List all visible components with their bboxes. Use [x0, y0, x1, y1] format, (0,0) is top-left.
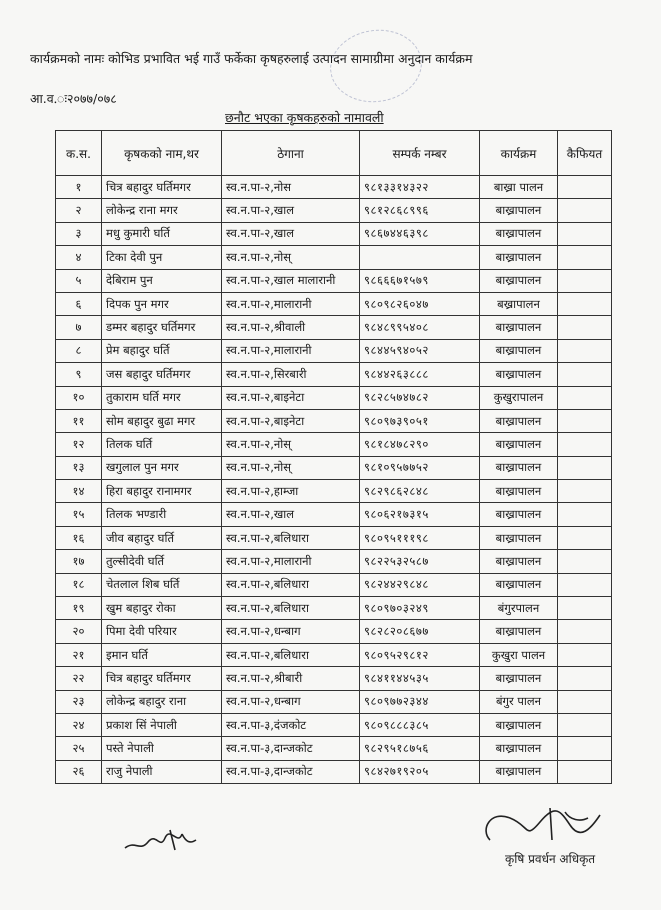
cell-name: प्रकाश सिं नेपाली: [102, 713, 222, 736]
cell-serial: २५: [56, 737, 102, 760]
cell-program: बाख्रापालन: [480, 480, 558, 503]
cell-address: स्व.न.पा-२,सिरबारी: [222, 363, 360, 386]
cell-program: बंगुरपालन: [480, 597, 558, 620]
cell-serial: २६: [56, 760, 102, 783]
cell-address: स्व.न.पा-२,मालारानी: [222, 339, 360, 362]
table-row: [56, 316, 612, 339]
cell-serial: ८: [56, 339, 102, 362]
cell-phone: ९८०९५१११९८: [360, 526, 480, 549]
cell-address: स्व.न.पा-२,हाम्जा: [222, 480, 360, 503]
cell-serial: १४: [56, 480, 102, 503]
cell-address: स्व.न.पा-३,दान्जकोट: [222, 760, 360, 783]
cell-name: टिका देवी पुन: [102, 246, 222, 269]
table-row: [56, 526, 612, 549]
cell-address: स्व.न.पा-२,मालारानी: [222, 292, 360, 315]
cell-address: स्व.न.पा-२,खाल: [222, 222, 360, 245]
table-row: [56, 620, 612, 643]
cell-phone: ९८४४२६३८८८: [360, 363, 480, 386]
cell-program: बाख्रापालन: [480, 409, 558, 432]
cell-phone: ९८२२५३२५८७: [360, 550, 480, 573]
cell-phone: ९८४२७१९२०५: [360, 760, 480, 783]
table-row: [56, 363, 612, 386]
cell-phone: ९८१३३१४३२२: [360, 176, 480, 199]
table-row: [56, 246, 612, 269]
table-row: [56, 760, 612, 783]
cell-program: बाख्रापालन: [480, 713, 558, 736]
cell-name: तुकाराम घर्ति मगर: [102, 386, 222, 409]
cell-address: स्व.न.पा-२,मालारानी: [222, 550, 360, 573]
table-row: [56, 643, 612, 666]
cell-name: चेतलाल शिब घर्ति: [102, 573, 222, 596]
cell-name: चित्र बहादुर घर्तिमगर: [102, 176, 222, 199]
header-program: कार्यक्रम: [480, 131, 558, 176]
cell-name: जस बहादुर घर्तिमगर: [102, 363, 222, 386]
table-header-row: [56, 131, 612, 176]
cell-remarks: [558, 760, 612, 783]
list-title: छनौट भएका कृषकहरुको नामावली: [225, 110, 384, 125]
cell-remarks: [558, 503, 612, 526]
cell-name: सोम बहादुर बुढा मगर: [102, 409, 222, 432]
cell-serial: २०: [56, 620, 102, 643]
cell-address: स्व.न.पा-२,बलिधारा: [222, 597, 360, 620]
cell-address: स्व.न.पा-२,धन्बाग: [222, 690, 360, 713]
cell-program: बाख्रापालन: [480, 433, 558, 456]
cell-phone: ९८१२८६८९९६: [360, 199, 480, 222]
cell-program: बाख्रापालन: [480, 760, 558, 783]
cell-serial: १२: [56, 433, 102, 456]
table-row: [56, 269, 612, 292]
cell-address: स्व.न.पा-३,दंजकोट: [222, 713, 360, 736]
cell-phone: ९८२८५७४७८२: [360, 386, 480, 409]
table-row: [56, 456, 612, 479]
cell-serial: १३: [56, 456, 102, 479]
cell-address: स्व.न.पा-२,बाइनेटा: [222, 409, 360, 432]
cell-address: स्व.न.पा-२,नोस्: [222, 433, 360, 456]
cell-remarks: [558, 316, 612, 339]
cell-serial: १: [56, 176, 102, 199]
cell-remarks: [558, 409, 612, 432]
cell-name: प्रेम बहादुर घर्ति: [102, 339, 222, 362]
cell-serial: १५: [56, 503, 102, 526]
cell-program: बाख्रापालन: [480, 363, 558, 386]
cell-phone: [360, 246, 480, 269]
cell-serial: १६: [56, 526, 102, 549]
cell-address: स्व.न.पा-२,श्रीबारी: [222, 667, 360, 690]
farmers-table: [55, 130, 612, 784]
table-row: [56, 292, 612, 315]
cell-remarks: [558, 526, 612, 549]
cell-address: स्व.न.पा-२,बलिधारा: [222, 643, 360, 666]
cell-name: मधु कुमारी घर्ति: [102, 222, 222, 245]
cell-program: कुखुरापालन: [480, 386, 558, 409]
cell-program: बाख्रापालन: [480, 620, 558, 643]
table-row: [56, 433, 612, 456]
cell-remarks: [558, 433, 612, 456]
cell-program: बाख्रापालन: [480, 269, 558, 292]
cell-address: स्व.न.पा-२,खाल: [222, 503, 360, 526]
cell-name: इमान घर्ति: [102, 643, 222, 666]
cell-serial: ९: [56, 363, 102, 386]
cell-serial: ४: [56, 246, 102, 269]
cell-remarks: [558, 690, 612, 713]
table-row: [56, 713, 612, 736]
table-row: [56, 737, 612, 760]
cell-name: तिलक घर्ति: [102, 433, 222, 456]
cell-serial: १७: [56, 550, 102, 573]
cell-phone: ९८६७४४६३९८: [360, 222, 480, 245]
table-row: [56, 339, 612, 362]
cell-program: बाख्रापालन: [480, 526, 558, 549]
table-row: [56, 386, 612, 409]
cell-phone: ९८०६२१७३१५: [360, 503, 480, 526]
table-row: [56, 480, 612, 503]
table-row: [56, 176, 612, 199]
table-row: [56, 573, 612, 596]
cell-program: बख्रापालन: [480, 292, 558, 315]
cell-name: पिमा देवी परियार: [102, 620, 222, 643]
cell-phone: ९८२९८६२८४८: [360, 480, 480, 503]
cell-name: तिलक भण्डारी: [102, 503, 222, 526]
cell-remarks: [558, 176, 612, 199]
table-row: [56, 222, 612, 245]
cell-serial: १०: [56, 386, 102, 409]
cell-name: खुम बहादुर रोका: [102, 597, 222, 620]
header-address: ठेगाना: [222, 131, 360, 176]
cell-serial: २४: [56, 713, 102, 736]
cell-serial: ७: [56, 316, 102, 339]
cell-program: बाख्रापालन: [480, 339, 558, 362]
cell-program: बाख्रापालन: [480, 667, 558, 690]
cell-phone: ९८१०९५७७५२: [360, 456, 480, 479]
fiscal-year-line: आ.व.ः२०७७/०७८: [30, 91, 117, 106]
cell-address: स्व.न.पा-२,नोस्: [222, 456, 360, 479]
cell-program: बाख्रापालन: [480, 456, 558, 479]
cell-name: डम्मर बहादुर घर्तिमगर: [102, 316, 222, 339]
cell-program: बाख्रापालन: [480, 199, 558, 222]
cell-program: कुखुरा पालन: [480, 643, 558, 666]
cell-program: बाख्रापालन: [480, 222, 558, 245]
cell-phone: ९८०९८८८३८५: [360, 713, 480, 736]
program-name-line: कार्यक्रमको नामः कोभिड प्रभावित भई गाउँ फर्केका कृषहरुलाई उत्पादन सामाग्रीमा अनुदान कार्यक्रम: [30, 51, 473, 66]
cell-name: चित्र बहादुर घर्तिमगर: [102, 667, 222, 690]
cell-phone: ९८४११४४५३५: [360, 667, 480, 690]
cell-remarks: [558, 667, 612, 690]
cell-phone: ९८०९७७२३४४: [360, 690, 480, 713]
cell-program: बाख्रापालन: [480, 246, 558, 269]
cell-remarks: [558, 737, 612, 760]
cell-serial: २३: [56, 690, 102, 713]
header-serial: क.स.: [56, 131, 102, 176]
cell-address: स्व.न.पा-२,बलिधारा: [222, 526, 360, 549]
cell-remarks: [558, 386, 612, 409]
cell-remarks: [558, 246, 612, 269]
cell-address: स्व.न.पा-२,बाइनेटा: [222, 386, 360, 409]
cell-address: स्व.न.पा-२,बलिधारा: [222, 573, 360, 596]
header-name: कृषकको नाम,थर: [102, 131, 222, 176]
cell-serial: १८: [56, 573, 102, 596]
cell-address: स्व.न.पा-२,खाल मालारानी: [222, 269, 360, 292]
table-row: [56, 597, 612, 620]
cell-remarks: [558, 550, 612, 573]
cell-name: पस्ते नेपाली: [102, 737, 222, 760]
cell-program: बाख्रापालन: [480, 503, 558, 526]
cell-remarks: [558, 363, 612, 386]
cell-address: स्व.न.पा-३,दान्जकोट: [222, 737, 360, 760]
header-phone: सम्पर्क नम्बर: [360, 131, 480, 176]
cell-remarks: [558, 222, 612, 245]
cell-remarks: [558, 713, 612, 736]
cell-remarks: [558, 643, 612, 666]
cell-phone: ९८०९५२९८१२: [360, 643, 480, 666]
cell-name: जीव बहादुर घर्ति: [102, 526, 222, 549]
cell-address: स्व.न.पा-२,नोस्: [222, 246, 360, 269]
cell-phone: ९८६६६७१५७९: [360, 269, 480, 292]
signature-left: [120, 820, 200, 860]
cell-address: स्व.न.पा-२,श्रीवाली: [222, 316, 360, 339]
cell-remarks: [558, 480, 612, 503]
cell-serial: १९: [56, 597, 102, 620]
table-row: [56, 667, 612, 690]
cell-serial: २१: [56, 643, 102, 666]
cell-name: देबिराम पुन: [102, 269, 222, 292]
cell-program: बाख्रापालन: [480, 316, 558, 339]
cell-program: बाख्रापालन: [480, 550, 558, 573]
cell-phone: ९८१८४७८२९०: [360, 433, 480, 456]
cell-phone: ९८४८९९५४०८: [360, 316, 480, 339]
cell-remarks: [558, 620, 612, 643]
cell-program: बंगुर पालन: [480, 690, 558, 713]
cell-phone: ९८०९७०३२४९: [360, 597, 480, 620]
cell-program: बाख्रा पालन: [480, 176, 558, 199]
cell-address: स्व.न.पा-२,धन्बाग: [222, 620, 360, 643]
cell-name: तुल्सीदेवी घर्ति: [102, 550, 222, 573]
cell-name: हिरा बहादुर रानामगर: [102, 480, 222, 503]
cell-phone: ९८४४५९४०५२: [360, 339, 480, 362]
cell-address: स्व.न.पा-२,नोस: [222, 176, 360, 199]
cell-serial: २: [56, 199, 102, 222]
table-row: [56, 550, 612, 573]
cell-serial: ११: [56, 409, 102, 432]
table-row: [56, 409, 612, 432]
cell-remarks: [558, 199, 612, 222]
cell-name: राजु नेपाली: [102, 760, 222, 783]
table-row: [56, 503, 612, 526]
cell-phone: ९८२९५१८७५६: [360, 737, 480, 760]
header-remarks: कैफियत: [558, 131, 612, 176]
cell-name: दिपक पुन मगर: [102, 292, 222, 315]
cell-phone: ९८२४४२९८४८: [360, 573, 480, 596]
cell-name: खगुलाल पुन मगर: [102, 456, 222, 479]
cell-serial: ६: [56, 292, 102, 315]
cell-remarks: [558, 597, 612, 620]
cell-remarks: [558, 269, 612, 292]
cell-remarks: [558, 456, 612, 479]
cell-phone: ९८२८२०८६७७: [360, 620, 480, 643]
cell-phone: ९८०९८२६०४७: [360, 292, 480, 315]
cell-serial: ३: [56, 222, 102, 245]
cell-name: लोकेन्द्र राना मगर: [102, 199, 222, 222]
cell-phone: ९८०९७३९०५१: [360, 409, 480, 432]
table-row: [56, 690, 612, 713]
cell-name: लोकेन्द्र बहादुर राना: [102, 690, 222, 713]
cell-address: स्व.न.पा-२,खाल: [222, 199, 360, 222]
cell-serial: ५: [56, 269, 102, 292]
cell-remarks: [558, 339, 612, 362]
cell-program: बाख्रापालन: [480, 737, 558, 760]
cell-remarks: [558, 573, 612, 596]
signature-right-label: कृषि प्रवर्धन अधिकृत: [505, 852, 596, 866]
cell-remarks: [558, 292, 612, 315]
cell-program: बाख्रापालन: [480, 573, 558, 596]
cell-serial: २२: [56, 667, 102, 690]
table-row: [56, 199, 612, 222]
